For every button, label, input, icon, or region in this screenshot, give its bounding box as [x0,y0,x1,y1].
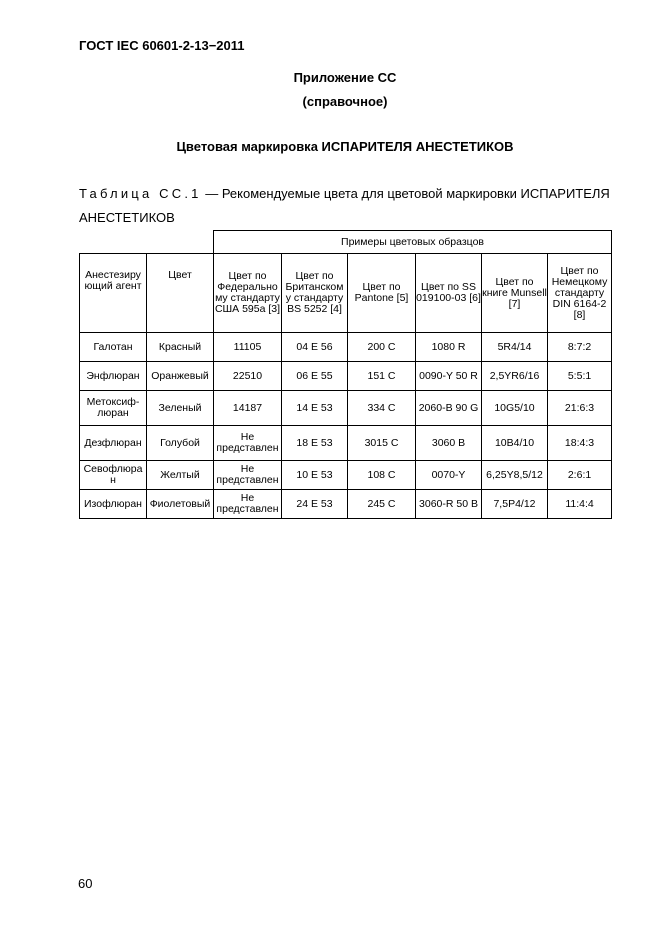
table-cell: 2:6:1 [548,461,612,490]
table-row [80,391,612,426]
table-cell: 14187 [214,391,282,426]
column-header: Цвет по SS 019100-03 [6] [416,254,482,333]
table-cell: 200 C [348,333,416,362]
table-cell: 3060 B [416,426,482,461]
column-header: Цвет по книге Munsell [7] [482,254,548,333]
table-cell: 10 E 53 [282,461,348,490]
table-caption [79,182,619,230]
table-cell: 7,5P4/12 [482,490,548,519]
table-row [80,490,612,519]
table-caption-text: — Рекомендуемые цвета для цветовой маркировки ИСПАРИТЕЛЯ АНЕСТЕТИКОВ [79,186,610,225]
column-header: Цвет [147,254,214,333]
section-title: Цветовая маркировка ИСПАРИТЕЛЯ АНЕСТЕТИКОВ [176,139,514,154]
column-header-row [80,254,612,333]
table-cell: 151 C [348,362,416,391]
document-header: ГОСТ IEC 60601-2-13−2011 [79,38,245,53]
appendix-subtitle: (справочное) [302,94,388,109]
table-cell: 11:4:4 [548,490,612,519]
table-cell: Не представлен [214,426,282,461]
table-cell: Оранжевый [147,362,214,391]
table-cell: 108 C [348,461,416,490]
table-cell: Не представлен [214,461,282,490]
table-cell: Красный [147,333,214,362]
table-cell: 6,25Y8,5/12 [482,461,548,490]
column-header: Цвет по Pantone [5] [348,254,416,333]
table-cell: 3015 C [348,426,416,461]
table-cell: 0070-Y [416,461,482,490]
appendix-title: Приложение СС [293,70,397,85]
group-header: Примеры цветовых образцов [214,231,612,254]
header-spacer [80,231,147,254]
column-header: Цвет по Федерально му стандарту США 595a [3] [214,254,282,333]
table-cell: 3060-R 50 B [416,490,482,519]
table-cell: 18 E 53 [282,426,348,461]
table-cell: Зеленый [147,391,214,426]
column-header: Цвет по Британском у стандарту BS 5252 [4] [282,254,348,333]
table-cell: 2,5YR6/16 [482,362,548,391]
table-cell: 2060-B 90 G [416,391,482,426]
table-cell: 04 E 56 [282,333,348,362]
table-cell: Изофлюран [80,490,147,519]
table-cell: Метоксиф- люран [80,391,147,426]
header-spacer [147,231,214,254]
table-row [80,362,612,391]
table-cell: Энфлюран [80,362,147,391]
table-cell: 0090-Y 50 R [416,362,482,391]
table-cell: 21:6:3 [548,391,612,426]
table-cell: Галотан [80,333,147,362]
table-cell: 22510 [214,362,282,391]
table-row [80,426,612,461]
table-cell: 8:7:2 [548,333,612,362]
column-header: Анестезиру ющий агент [80,254,147,333]
table-cell: Дезфлюран [80,426,147,461]
table-cell: 14 E 53 [282,391,348,426]
table-cell: 5R4/14 [482,333,548,362]
table-cell: 24 E 53 [282,490,348,519]
table-cell: 10B4/10 [482,426,548,461]
table-cell: Фиолетовый [147,490,214,519]
table-cell: Севофлюра н [80,461,147,490]
table-cell: 1080 R [416,333,482,362]
table-cell: 334 C [348,391,416,426]
table-cell: 06 E 55 [282,362,348,391]
table-cell: 245 C [348,490,416,519]
table-cell: 11105 [214,333,282,362]
page-number: 60 [78,876,93,891]
table-cell: Голубой [147,426,214,461]
column-header: Цвет по Немецкому стандарту DIN 6164-2 [8] [548,254,612,333]
table-cell: 18:4:3 [548,426,612,461]
table-caption-prefix: Таблица СС.1 [79,186,202,201]
table-cell: Не представлен [214,490,282,519]
color-marking-table [79,230,612,519]
table-cell: 5:5:1 [548,362,612,391]
table-row [80,333,612,362]
table-cell: 10G5/10 [482,391,548,426]
table-body [80,333,612,519]
table-row [80,461,612,490]
table-cell: Желтый [147,461,214,490]
